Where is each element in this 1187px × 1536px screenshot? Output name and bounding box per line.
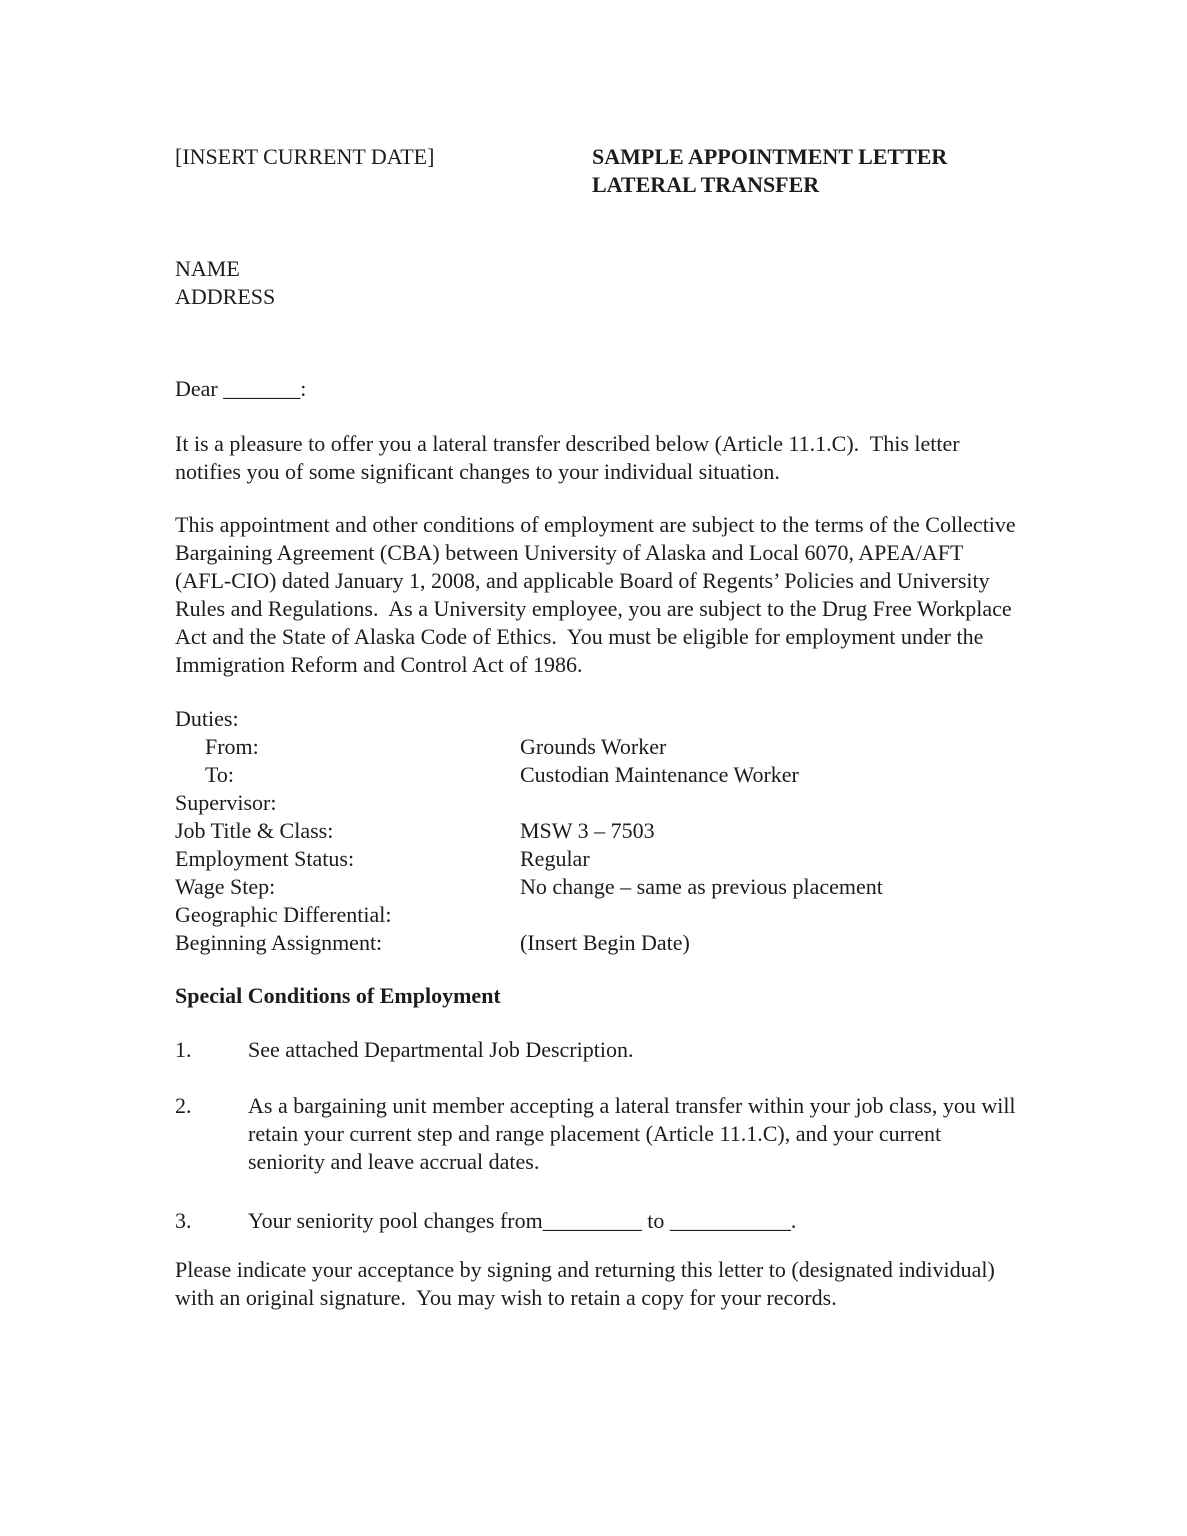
duty-row-from	[175, 733, 1027, 761]
duty-value: Grounds Worker	[520, 734, 667, 759]
duty-label: Geographic Differential:	[175, 902, 392, 927]
duty-value: MSW 3 – 7503	[520, 818, 655, 843]
duty-value: No change – same as previous placement	[520, 874, 883, 899]
duty-row-job-title-class	[175, 817, 1027, 845]
list-item-3	[175, 1207, 1027, 1235]
duty-value: (Insert Begin Date)	[520, 930, 690, 955]
recipient-address: ADDRESS	[175, 284, 276, 309]
duty-value: Regular	[520, 846, 590, 871]
list-item-1	[175, 1036, 1027, 1064]
duty-label: From:	[205, 734, 259, 759]
date-placeholder: [INSERT CURRENT DATE]	[175, 144, 435, 169]
closing-paragraph: Please indicate your acceptance by signing and returning this letter to (designated individual) with an original signature. You may wish to retain a copy for your records.	[175, 1257, 1001, 1310]
duty-row-beginning-assignment	[175, 929, 1027, 957]
list-item-text: Your seniority pool changes from_________ to ___________.	[248, 1208, 797, 1233]
salutation: Dear _______:	[175, 376, 307, 401]
list-item-number: 3.	[175, 1208, 192, 1233]
list-item-2	[175, 1092, 1027, 1176]
special-conditions-heading: Special Conditions of Employment	[175, 983, 501, 1008]
list-item-text: See attached Departmental Job Description.	[248, 1037, 634, 1062]
duty-row-wage-step	[175, 873, 1027, 901]
duty-row-supervisor	[175, 789, 1027, 817]
recipient-name: NAME	[175, 256, 240, 281]
letter-title	[592, 143, 947, 199]
duty-label: Wage Step:	[175, 874, 276, 899]
list-item-number: 1.	[175, 1037, 192, 1062]
duty-label: Beginning Assignment:	[175, 930, 383, 955]
duty-row-geographic-differential	[175, 901, 1027, 929]
letter-title-line1: SAMPLE APPOINTMENT LETTER	[592, 144, 948, 169]
duty-value: Custodian Maintenance Worker	[520, 762, 799, 787]
intro-paragraph: It is a pleasure to offer you a lateral transfer described below (Article 11.1.C). This letter notifies you of some significant changes to your individual situation.	[175, 431, 966, 484]
list-item-number: 2.	[175, 1093, 192, 1118]
letter-header	[175, 143, 1027, 199]
duty-row-to	[175, 761, 1027, 789]
duties-heading: Duties:	[175, 706, 239, 731]
duty-label: Supervisor:	[175, 790, 277, 815]
duty-row-employment-status	[175, 845, 1027, 873]
list-item-text: As a bargaining unit member accepting a lateral transfer within your job class, you will retain your current step and range placement (Article 11.1.C), and your current seniority and leave accrual dates.	[248, 1093, 1022, 1174]
duty-label: To:	[205, 762, 235, 787]
recipient-block	[175, 255, 1027, 311]
letter-title-line2: LATERAL TRANSFER	[592, 172, 820, 197]
duty-label: Employment Status:	[175, 846, 355, 871]
duty-label: Job Title & Class:	[175, 818, 334, 843]
duties-section	[175, 705, 1027, 957]
terms-paragraph: This appointment and other conditions of employment are subject to the terms of the Collective Bargaining Agreement (CBA) between University of Alaska and Local 6070, APEA/AFT (AFL-CIO) dated January 1, 2008, and applicable Board of Regents’ Policies and University Rules and Regulations. As a University employee, you are subject to the Drug Free Workplace Act and the State of Alaska Code of Ethics. You must be eligible for employment under the Immigration Reform and Control Act of 1986.	[175, 512, 1022, 677]
